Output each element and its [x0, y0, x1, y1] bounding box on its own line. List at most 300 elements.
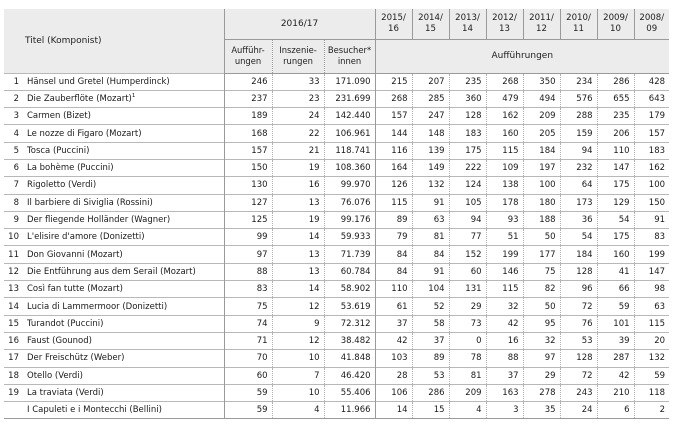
- year-value-cell: 35: [523, 402, 560, 419]
- year-header: 2010/ 11: [560, 9, 597, 39]
- inszenierungen-cell: 7: [272, 367, 324, 384]
- year-value-cell: 53: [560, 332, 597, 349]
- year-value-cell: 209: [523, 108, 560, 125]
- year-value-cell: 53: [412, 367, 449, 384]
- year-value-cell: 83: [634, 229, 669, 246]
- year-value-cell: 14: [375, 402, 412, 419]
- title-text: Otello (Verdi): [27, 370, 83, 381]
- year-value-cell: 59: [634, 367, 669, 384]
- year-value-cell: 29: [449, 298, 486, 315]
- year-value-cell: 173: [560, 194, 597, 211]
- year-value-cell: 91: [412, 263, 449, 280]
- year-value-cell: 139: [412, 142, 449, 159]
- year-value-cell: 146: [486, 263, 523, 280]
- auffuehrungen-cell: 60: [224, 367, 272, 384]
- year-value-cell: 77: [449, 229, 486, 246]
- auffuehrungen-cell: 150: [224, 159, 272, 176]
- year-value-cell: 116: [375, 142, 412, 159]
- auffuehrungen-cell: 246: [224, 73, 272, 90]
- rank-cell: 1: [4, 73, 24, 90]
- footnote-marker: 1: [131, 93, 136, 100]
- year-value-cell: 97: [523, 350, 560, 367]
- besucher-cell: 60.784: [324, 263, 375, 280]
- besucher-cell: 142.440: [324, 108, 375, 125]
- year-value-cell: 126: [375, 177, 412, 194]
- table-row: [4, 384, 669, 401]
- year-value-cell: 144: [375, 125, 412, 142]
- title-cell: [24, 384, 224, 401]
- inszenierungen-cell: 33: [272, 73, 324, 90]
- year-value-cell: 61: [375, 298, 412, 315]
- table-row: [4, 298, 669, 315]
- auffuehrungen-cell: 130: [224, 177, 272, 194]
- year-value-cell: 32: [523, 332, 560, 349]
- rank-cell: 13: [4, 281, 24, 298]
- rank-cell: 16: [4, 332, 24, 349]
- inszenierungen-cell: 19: [272, 211, 324, 228]
- year-value-cell: 159: [560, 125, 597, 142]
- season-group-header: 2016/17: [224, 9, 375, 39]
- rank-cell: 12: [4, 263, 24, 280]
- title-text: Der Freischütz (Weber): [27, 353, 125, 364]
- year-value-cell: 350: [523, 73, 560, 90]
- year-value-cell: 84: [412, 246, 449, 263]
- table-row: [4, 332, 669, 349]
- year-value-cell: 128: [560, 263, 597, 280]
- table-row: [4, 108, 669, 125]
- rank-cell: 10: [4, 229, 24, 246]
- table-row: [4, 194, 669, 211]
- year-value-cell: 42: [597, 367, 634, 384]
- year-value-cell: 100: [634, 177, 669, 194]
- title-cell: [24, 211, 224, 228]
- year-value-cell: 287: [597, 350, 634, 367]
- year-value-cell: 109: [486, 159, 523, 176]
- year-value-cell: 288: [560, 108, 597, 125]
- table-row: [4, 90, 669, 107]
- year-value-cell: 118: [634, 384, 669, 401]
- besucher-cell: 118.741: [324, 142, 375, 159]
- year-value-cell: 42: [375, 332, 412, 349]
- year-value-cell: 84: [375, 263, 412, 280]
- year-value-cell: 128: [560, 350, 597, 367]
- rank-cell: 6: [4, 159, 24, 176]
- year-value-cell: 75: [523, 263, 560, 280]
- year-value-cell: 24: [560, 402, 597, 419]
- year-value-cell: 148: [412, 125, 449, 142]
- rank-cell: [4, 402, 24, 419]
- title-text: Le nozze di Figaro (Mozart): [27, 128, 142, 139]
- title-text: La bohème (Puccini): [27, 163, 114, 174]
- year-value-cell: 42: [486, 315, 523, 332]
- auffuehrungen-cell: 125: [224, 211, 272, 228]
- year-value-cell: 73: [449, 315, 486, 332]
- title-cell: [24, 125, 224, 142]
- year-value-cell: 39: [597, 332, 634, 349]
- auffuehrungen-cell: 59: [224, 402, 272, 419]
- year-value-cell: 178: [486, 194, 523, 211]
- auffuehrungen-cell: 75: [224, 298, 272, 315]
- year-value-cell: 81: [449, 367, 486, 384]
- title-text: Lucia di Lammermoor (Donizetti): [27, 301, 168, 312]
- year-value-cell: 234: [560, 73, 597, 90]
- year-value-cell: 60: [449, 263, 486, 280]
- year-value-cell: 222: [449, 159, 486, 176]
- year-value-cell: 268: [486, 73, 523, 90]
- title-text: Il barbiere di Siviglia (Rossini): [27, 197, 153, 208]
- year-value-cell: 655: [597, 90, 634, 107]
- besucher-cell: 41.848: [324, 350, 375, 367]
- year-value-cell: 89: [375, 211, 412, 228]
- title-cell: [24, 402, 224, 419]
- year-value-cell: 243: [560, 384, 597, 401]
- year-value-cell: 188: [523, 211, 560, 228]
- year-value-cell: 15: [412, 402, 449, 419]
- year-value-cell: 150: [634, 194, 669, 211]
- title-cell: [24, 367, 224, 384]
- year-value-cell: 76: [560, 315, 597, 332]
- inszenierungen-cell: 21: [272, 142, 324, 159]
- year-value-cell: 215: [375, 73, 412, 90]
- rank-cell: 3: [4, 108, 24, 125]
- year-value-cell: 52: [412, 298, 449, 315]
- besucher-cell: 58.902: [324, 281, 375, 298]
- auffuehrungen-cell: 59: [224, 384, 272, 401]
- year-value-cell: 576: [560, 90, 597, 107]
- besucher-cell: 55.406: [324, 384, 375, 401]
- inszenierungen-cell: 13: [272, 263, 324, 280]
- year-value-cell: 98: [634, 281, 669, 298]
- rank-cell: 15: [4, 315, 24, 332]
- title-cell: [24, 315, 224, 332]
- year-value-cell: 360: [449, 90, 486, 107]
- year-value-cell: 79: [375, 229, 412, 246]
- year-value-cell: 94: [560, 142, 597, 159]
- inszenierungen-cell: 24: [272, 108, 324, 125]
- year-value-cell: 58: [412, 315, 449, 332]
- year-value-cell: 96: [560, 281, 597, 298]
- year-value-cell: 72: [560, 367, 597, 384]
- table-row: [4, 73, 669, 90]
- year-value-cell: 286: [597, 73, 634, 90]
- year-value-cell: 210: [597, 384, 634, 401]
- inszenierungen-cell: 10: [272, 384, 324, 401]
- year-value-cell: 175: [597, 229, 634, 246]
- table-row: [4, 350, 669, 367]
- rank-cell: 17: [4, 350, 24, 367]
- table-row: [4, 246, 669, 263]
- year-value-cell: 183: [634, 142, 669, 159]
- year-value-cell: 184: [523, 142, 560, 159]
- inszenierungen-cell: 12: [272, 332, 324, 349]
- table-row: [4, 263, 669, 280]
- year-value-cell: 91: [412, 194, 449, 211]
- year-value-cell: 428: [634, 73, 669, 90]
- year-value-cell: 89: [412, 350, 449, 367]
- year-value-cell: 66: [597, 281, 634, 298]
- year-value-cell: 157: [634, 125, 669, 142]
- besucher-cell: 76.076: [324, 194, 375, 211]
- title-text: Carmen (Bizet): [27, 111, 91, 122]
- title-text: L'elisire d'amore (Donizetti): [27, 232, 145, 243]
- besucher-cell: 46.420: [324, 367, 375, 384]
- year-value-cell: 51: [486, 229, 523, 246]
- title-text: La traviata (Verdi): [27, 387, 104, 398]
- title-column-header: Titel (Komponist): [4, 9, 224, 73]
- year-value-cell: 93: [486, 211, 523, 228]
- year-value-cell: 199: [486, 246, 523, 263]
- title-text: Tosca (Puccini): [27, 145, 90, 156]
- table-row: [4, 142, 669, 159]
- rank-cell: 18: [4, 367, 24, 384]
- table-row: [4, 211, 669, 228]
- auffuehrungen-cell: 97: [224, 246, 272, 263]
- year-value-cell: 479: [486, 90, 523, 107]
- title-cell: [24, 350, 224, 367]
- auffuehrungen-cell: 237: [224, 90, 272, 107]
- year-value-cell: 278: [523, 384, 560, 401]
- auffuehrungen-cell: 189: [224, 108, 272, 125]
- auffuehrungen-cell: 127: [224, 194, 272, 211]
- year-value-cell: 110: [375, 281, 412, 298]
- year-value-cell: 162: [634, 159, 669, 176]
- year-value-cell: 81: [412, 229, 449, 246]
- year-value-cell: 247: [412, 108, 449, 125]
- year-value-cell: 103: [375, 350, 412, 367]
- auffuehrungen-cell: 83: [224, 281, 272, 298]
- year-value-cell: 235: [449, 73, 486, 90]
- auffuehrungen-cell: 157: [224, 142, 272, 159]
- year-value-cell: 160: [597, 246, 634, 263]
- inszenierungen-cell: 13: [272, 246, 324, 263]
- year-value-cell: 164: [375, 159, 412, 176]
- year-value-cell: 104: [412, 281, 449, 298]
- title-cell: [24, 246, 224, 263]
- rank-cell: 7: [4, 177, 24, 194]
- year-value-cell: 54: [597, 211, 634, 228]
- year-value-cell: 59: [597, 298, 634, 315]
- year-value-cell: 124: [449, 177, 486, 194]
- year-value-cell: 94: [449, 211, 486, 228]
- year-value-cell: 179: [634, 108, 669, 125]
- inszenierungen-cell: 22: [272, 125, 324, 142]
- year-value-cell: 28: [375, 367, 412, 384]
- rank-cell: 5: [4, 142, 24, 159]
- year-value-cell: 147: [597, 159, 634, 176]
- inszenierungen-cell: 12: [272, 298, 324, 315]
- year-value-cell: 78: [449, 350, 486, 367]
- year-header: 2015/ 16: [375, 9, 412, 39]
- besucher-cell: 231.699: [324, 90, 375, 107]
- besucher-cell: 106.961: [324, 125, 375, 142]
- year-value-cell: 95: [523, 315, 560, 332]
- year-header: 2014/ 15: [412, 9, 449, 39]
- year-value-cell: 105: [449, 194, 486, 211]
- auffuehrungen-column-header: Aufführ- ungen: [224, 39, 272, 73]
- rank-cell: 11: [4, 246, 24, 263]
- table-row: [4, 229, 669, 246]
- table-row: [4, 125, 669, 142]
- year-value-cell: 115: [375, 194, 412, 211]
- besucher-cell: 38.482: [324, 332, 375, 349]
- rank-cell: 9: [4, 211, 24, 228]
- title-text: I Capuleti e i Montecchi (Bellini): [27, 405, 162, 416]
- year-value-cell: 235: [597, 108, 634, 125]
- year-value-cell: 84: [375, 246, 412, 263]
- year-value-cell: 82: [523, 281, 560, 298]
- title-cell: [24, 194, 224, 211]
- year-value-cell: 286: [412, 384, 449, 401]
- year-header: 2009/ 10: [597, 9, 634, 39]
- year-value-cell: 41: [597, 263, 634, 280]
- year-value-cell: 643: [634, 90, 669, 107]
- besucher-cell: 11.966: [324, 402, 375, 419]
- title-cell: [24, 263, 224, 280]
- years-auffuehrungen-header: Aufführungen: [375, 39, 669, 73]
- besucher-column-header: Besucher* innen: [324, 39, 375, 73]
- year-value-cell: 106: [375, 384, 412, 401]
- year-value-cell: 147: [634, 263, 669, 280]
- year-value-cell: 37: [375, 315, 412, 332]
- year-value-cell: 180: [523, 194, 560, 211]
- table-row: [4, 159, 669, 176]
- year-value-cell: 101: [597, 315, 634, 332]
- title-cell: [24, 281, 224, 298]
- year-value-cell: 131: [449, 281, 486, 298]
- rank-cell: 4: [4, 125, 24, 142]
- year-value-cell: 197: [523, 159, 560, 176]
- auffuehrungen-cell: 74: [224, 315, 272, 332]
- year-value-cell: 20: [634, 332, 669, 349]
- year-value-cell: 37: [486, 367, 523, 384]
- table-row: [4, 402, 669, 419]
- year-value-cell: 494: [523, 90, 560, 107]
- inszenierungen-cell: 19: [272, 159, 324, 176]
- year-value-cell: 152: [449, 246, 486, 263]
- year-value-cell: 132: [634, 350, 669, 367]
- title-cell: [24, 298, 224, 315]
- title-cell: [24, 159, 224, 176]
- year-value-cell: 206: [597, 125, 634, 142]
- year-value-cell: 149: [412, 159, 449, 176]
- inszenierungen-cell: 16: [272, 177, 324, 194]
- year-value-cell: 132: [412, 177, 449, 194]
- year-value-cell: 88: [486, 350, 523, 367]
- inszenierungen-cell: 14: [272, 229, 324, 246]
- inszenierungen-cell: 23: [272, 90, 324, 107]
- title-cell: [24, 229, 224, 246]
- besucher-cell: 99.970: [324, 177, 375, 194]
- year-value-cell: 175: [449, 142, 486, 159]
- inszenierungen-cell: 4: [272, 402, 324, 419]
- inszenierungen-cell: 9: [272, 315, 324, 332]
- besucher-cell: 53.619: [324, 298, 375, 315]
- year-value-cell: 157: [375, 108, 412, 125]
- title-text: Rigoletto (Verdi): [27, 180, 97, 191]
- year-value-cell: 110: [597, 142, 634, 159]
- auffuehrungen-cell: 71: [224, 332, 272, 349]
- year-value-cell: 0: [449, 332, 486, 349]
- besucher-cell: 99.176: [324, 211, 375, 228]
- table-row: [4, 315, 669, 332]
- year-value-cell: 50: [523, 229, 560, 246]
- year-value-cell: 16: [486, 332, 523, 349]
- year-value-cell: 29: [523, 367, 560, 384]
- opera-performance-table: [4, 9, 669, 419]
- table-row: [4, 367, 669, 384]
- auffuehrungen-cell: 88: [224, 263, 272, 280]
- year-value-cell: 100: [523, 177, 560, 194]
- year-header: 2012/ 13: [486, 9, 523, 39]
- year-value-cell: 54: [560, 229, 597, 246]
- rank-cell: 2: [4, 90, 24, 107]
- year-value-cell: 115: [634, 315, 669, 332]
- year-value-cell: 184: [560, 246, 597, 263]
- title-cell: [24, 177, 224, 194]
- title-text: Hänsel und Gretel (Humperdinck): [27, 76, 170, 87]
- title-text: Turandot (Puccini): [27, 318, 104, 329]
- title-text: Don Giovanni (Mozart): [27, 249, 123, 260]
- inszenierungen-cell: 13: [272, 194, 324, 211]
- year-value-cell: 64: [560, 177, 597, 194]
- year-value-cell: 162: [486, 108, 523, 125]
- year-value-cell: 36: [560, 211, 597, 228]
- auffuehrungen-cell: 99: [224, 229, 272, 246]
- title-cell: [24, 73, 224, 90]
- year-value-cell: 6: [597, 402, 634, 419]
- besucher-cell: 108.360: [324, 159, 375, 176]
- year-value-cell: 199: [634, 246, 669, 263]
- title-text: Die Entführung aus dem Serail (Mozart): [27, 266, 196, 277]
- inszenierungen-cell: 14: [272, 281, 324, 298]
- year-value-cell: 128: [449, 108, 486, 125]
- title-cell: [24, 108, 224, 125]
- year-value-cell: 4: [449, 402, 486, 419]
- year-value-cell: 163: [486, 384, 523, 401]
- rank-cell: 19: [4, 384, 24, 401]
- table-row: [4, 281, 669, 298]
- besucher-cell: 59.933: [324, 229, 375, 246]
- title-cell: [24, 332, 224, 349]
- year-value-cell: 183: [449, 125, 486, 142]
- title-cell: [24, 142, 224, 159]
- year-value-cell: 3: [486, 402, 523, 419]
- year-value-cell: 72: [560, 298, 597, 315]
- besucher-cell: 71.739: [324, 246, 375, 263]
- table-row: [4, 177, 669, 194]
- year-value-cell: 138: [486, 177, 523, 194]
- year-value-cell: 32: [486, 298, 523, 315]
- year-value-cell: 91: [634, 211, 669, 228]
- table-header: [4, 9, 669, 73]
- title-text: Faust (Gounod): [27, 336, 92, 347]
- besucher-cell: 171.090: [324, 73, 375, 90]
- table-body: [4, 73, 669, 419]
- inszenierungen-column-header: Inszenie- rungen: [272, 39, 324, 73]
- rank-cell: 8: [4, 194, 24, 211]
- year-value-cell: 207: [412, 73, 449, 90]
- year-value-cell: 205: [523, 125, 560, 142]
- year-value-cell: 209: [449, 384, 486, 401]
- year-value-cell: 268: [375, 90, 412, 107]
- year-header: 2011/ 12: [523, 9, 560, 39]
- year-value-cell: 232: [560, 159, 597, 176]
- year-value-cell: 285: [412, 90, 449, 107]
- auffuehrungen-cell: 168: [224, 125, 272, 142]
- year-value-cell: 129: [597, 194, 634, 211]
- besucher-cell: 72.312: [324, 315, 375, 332]
- year-value-cell: 50: [523, 298, 560, 315]
